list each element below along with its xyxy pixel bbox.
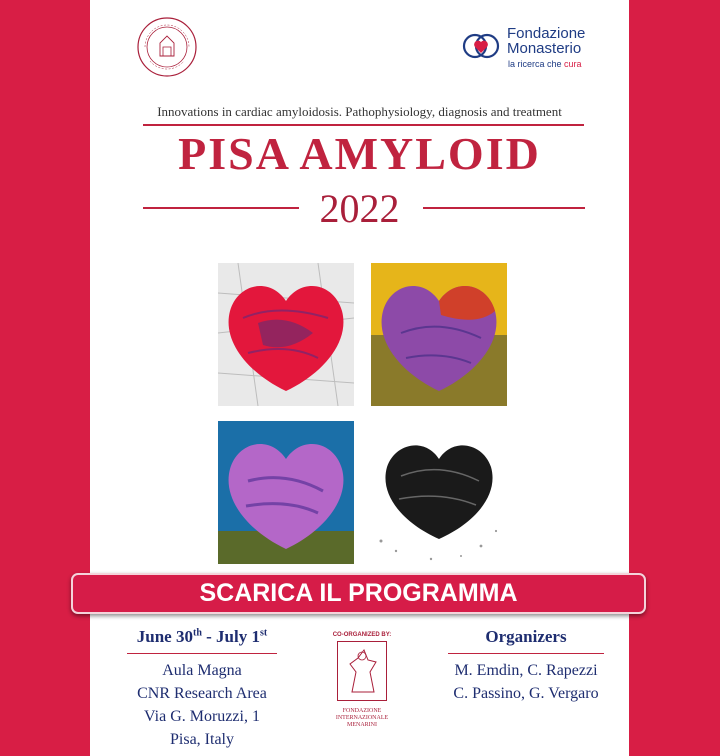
venue-line: Via G. Moruzzi, 1: [144, 708, 260, 725]
divider: [448, 653, 604, 654]
co-organized-label: CO-ORGANIZED BY:: [332, 632, 392, 638]
event-subtitle: Innovations in cardiac amyloidosis. Pathophysiology, diagnosis and treatment: [157, 104, 562, 119]
heart-artwork-blue: [218, 421, 354, 564]
sant-anna-seal-logo: [136, 16, 198, 78]
heart-artwork-black: [371, 421, 507, 564]
fondazione-monasterio-logo-icon: [461, 26, 501, 66]
venue-line: Aula Magna: [162, 662, 242, 679]
event-title: PISA AMYLOID: [178, 128, 541, 179]
event-dates: June 30th - July 1st: [136, 627, 268, 646]
divider: [143, 124, 584, 126]
menarini-emblem-logo: [337, 641, 387, 701]
download-program-button[interactable]: SCARICA IL PROGRAMMA: [71, 573, 646, 614]
venue-line: CNR Research Area: [137, 685, 267, 702]
venue-line: Pisa, Italy: [170, 731, 234, 748]
co-organizer: CO-ORGANIZED BY: FONDAZIONE INTERNAZIONALE MENARINI: [332, 632, 392, 728]
divider: [127, 653, 277, 654]
org-name: Fondazione Monasterio: [507, 25, 586, 57]
divider: [423, 207, 585, 209]
organizer-names: M. Emdin, C. Rapezzi: [454, 662, 598, 679]
heart-artwork-red: [218, 263, 354, 406]
event-year: 2022: [319, 186, 400, 231]
organizers: [436, 627, 616, 705]
org-tagline: la ricerca che cura: [508, 59, 582, 69]
organizer-names: C. Passino, G. Vergaro: [453, 685, 599, 702]
event-details: [112, 627, 292, 751]
heart-artwork-yellow: [371, 263, 507, 406]
organizers-heading: Organizers: [485, 627, 567, 646]
